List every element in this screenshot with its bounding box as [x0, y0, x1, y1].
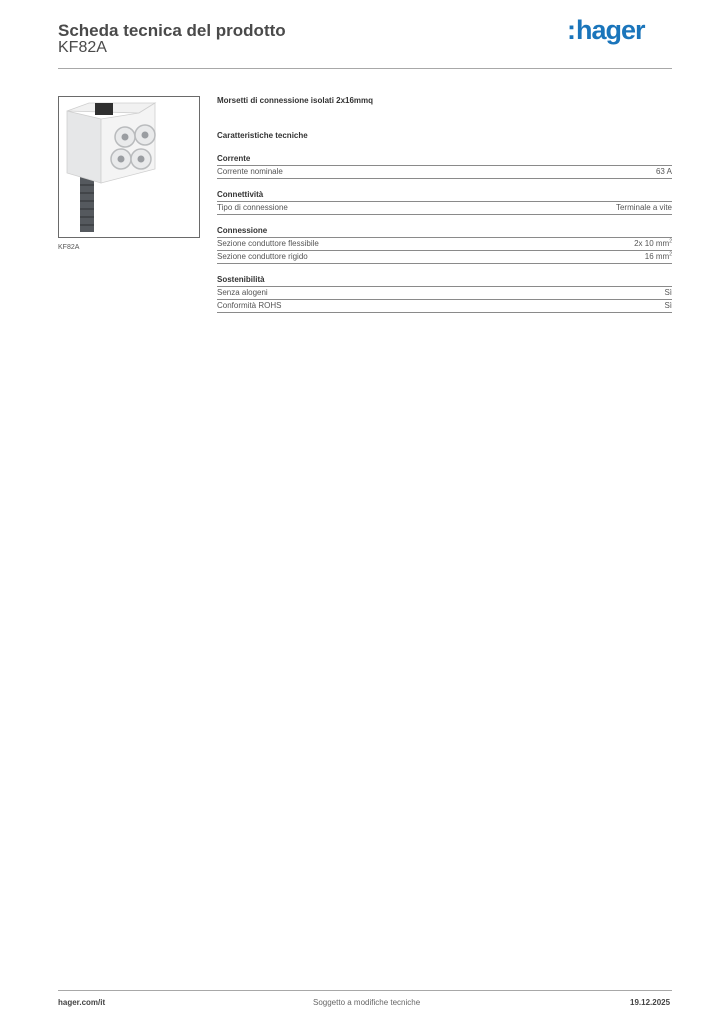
spec-group-sostenibilita — [217, 275, 672, 313]
spec-row — [217, 166, 672, 179]
spec-label: Tipo di connessione — [217, 203, 288, 212]
product-image — [58, 96, 200, 238]
terminal-block-product-icon — [59, 97, 199, 237]
unit-exponent: 2 — [669, 251, 672, 258]
spec-value-wrap — [634, 238, 672, 250]
spec-label: Senza alogeni — [217, 288, 268, 297]
spec-group-connessione — [217, 226, 672, 264]
product-code: KF82A — [58, 39, 107, 56]
footer-note: Soggetto a modifiche tecniche — [313, 998, 421, 1007]
spec-value: Sì — [664, 288, 672, 297]
spec-row — [217, 251, 672, 264]
page-title: Scheda tecnica del prodotto — [58, 21, 286, 40]
footer-website-link[interactable]: hager.com/it — [58, 998, 106, 1007]
spec-row — [217, 238, 672, 251]
spec-group-corrente — [217, 154, 672, 179]
logo-text: hager — [576, 15, 645, 45]
spec-value: Terminale a vite — [615, 203, 672, 212]
spec-value: 63 A — [655, 167, 672, 176]
group-title: Sostenibilità — [217, 275, 672, 287]
spec-row — [217, 287, 672, 300]
spec-value: 2x 10 mm — [634, 239, 670, 248]
unit-exponent: 2 — [669, 238, 672, 245]
spec-label: Conformità ROHS — [217, 301, 282, 310]
spec-content — [217, 96, 672, 313]
group-title: Connettività — [217, 190, 672, 202]
spec-label: Corrente nominale — [217, 167, 283, 176]
section-title: Caratteristiche tecniche — [217, 131, 308, 140]
spec-value: 16 mm — [644, 252, 670, 261]
footer-divider — [58, 990, 672, 991]
hager-logo: :hager — [567, 15, 645, 45]
product-name: Morsetti di connessione isolati 2x16mmq — [217, 96, 374, 105]
group-title: Connessione — [217, 226, 672, 238]
spec-value-wrap — [645, 251, 672, 263]
spec-value: Sì — [664, 301, 672, 310]
spec-row — [217, 300, 672, 313]
spec-group-connettivita — [217, 190, 672, 215]
spec-label: Sezione conduttore rigido — [217, 252, 308, 261]
spec-label: Sezione conduttore flessibile — [217, 239, 319, 248]
footer-date: 19.12.2025 — [630, 998, 671, 1007]
spec-row — [217, 202, 672, 215]
header-divider — [58, 68, 672, 69]
group-title: Corrente — [217, 154, 672, 166]
image-caption: KF82A — [58, 244, 80, 251]
